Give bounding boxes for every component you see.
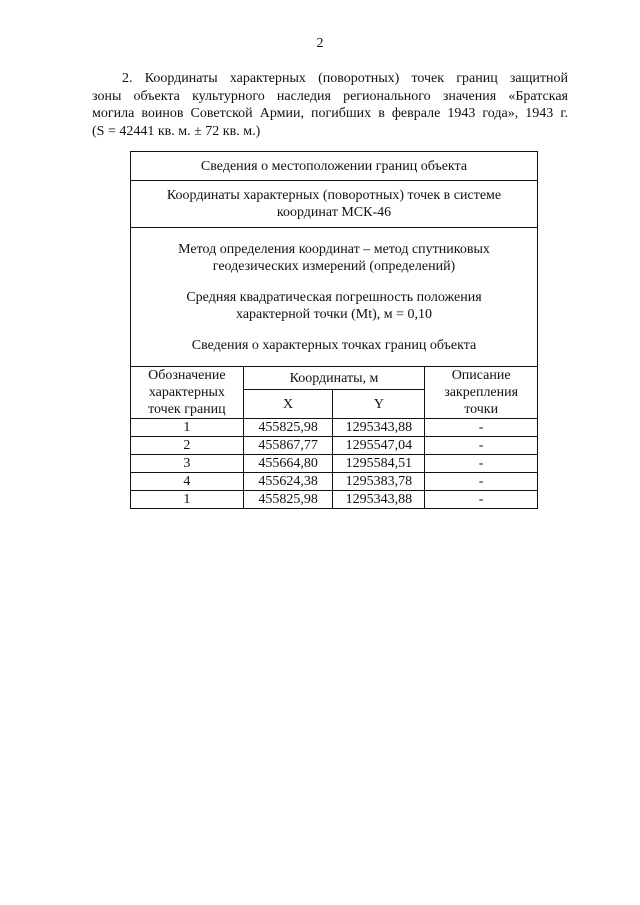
coordinates-header: Координаты, м xyxy=(243,367,425,390)
points-info: Сведения о характерных точках границ объекта xyxy=(191,337,477,353)
description-header-line: закрепления xyxy=(444,385,519,400)
designation-header xyxy=(131,367,244,419)
coordinate-system-line: Координаты характерных (поворотных) точек в системе xyxy=(166,188,502,203)
x-cell: 455624,38 xyxy=(243,473,333,491)
y-cell: 1295383,78 xyxy=(333,473,425,491)
point-cell: 1 xyxy=(131,491,244,509)
table-title: Сведения о местоположении границ объекта xyxy=(131,152,538,181)
designation-header-line: характерных xyxy=(148,385,225,400)
intro-line: 2. Координаты характерных (поворотных) точек границ защитной xyxy=(122,71,568,86)
y-cell: 1295343,88 xyxy=(333,491,425,509)
description-cell: - xyxy=(425,455,538,473)
x-cell: 455664,80 xyxy=(243,455,333,473)
y-cell: 1295584,51 xyxy=(333,455,425,473)
description-cell: - xyxy=(425,491,538,509)
point-cell: 3 xyxy=(131,455,244,473)
intro-line: могила воинов Советской Армии, погибших в феврале 1943 года», 1943 г. xyxy=(92,106,568,121)
x-header: X xyxy=(243,390,333,419)
description-header-line: Описание xyxy=(451,368,511,383)
table-row xyxy=(131,473,538,491)
table-row xyxy=(131,437,538,455)
page-number: 2 xyxy=(316,36,324,51)
intro-line: (S = 42441 кв. м. ± 72 кв. м.) xyxy=(92,123,261,139)
point-cell: 1 xyxy=(131,419,244,437)
method-info xyxy=(131,228,538,367)
point-cell: 4 xyxy=(131,473,244,491)
table-row xyxy=(131,419,538,437)
x-cell: 455825,98 xyxy=(243,491,333,509)
accuracy-line: характерной точки (Mt), м = 0,10 xyxy=(236,306,432,322)
table-row xyxy=(131,455,538,473)
description-header xyxy=(425,367,538,419)
intro-paragraph xyxy=(92,70,568,140)
x-cell: 455825,98 xyxy=(243,419,333,437)
designation-header-line: Обозначение xyxy=(148,368,226,383)
y-cell: 1295343,88 xyxy=(333,419,425,437)
method-line: геодезических измерений (определений) xyxy=(212,258,456,274)
coordinates-table xyxy=(130,151,538,509)
table-row xyxy=(131,491,538,509)
coordinate-system-line: координат МСК-46 xyxy=(276,205,392,220)
point-cell: 2 xyxy=(131,437,244,455)
description-cell: - xyxy=(425,419,538,437)
intro-line: зоны объекта культурного наследия регионального значения «Братская xyxy=(92,88,568,104)
x-cell: 455867,77 xyxy=(243,437,333,455)
y-cell: 1295547,04 xyxy=(333,437,425,455)
coordinate-system-info xyxy=(131,181,538,228)
method-line: Метод определения координат – метод спутниковых xyxy=(178,241,490,257)
description-cell: - xyxy=(425,437,538,455)
description-header-line: точки xyxy=(464,402,499,417)
y-header: Y xyxy=(333,390,425,419)
designation-header-line: точек границ xyxy=(148,402,226,417)
description-cell: - xyxy=(425,473,538,491)
accuracy-line: Средняя квадратическая погрешность положения xyxy=(186,289,482,305)
